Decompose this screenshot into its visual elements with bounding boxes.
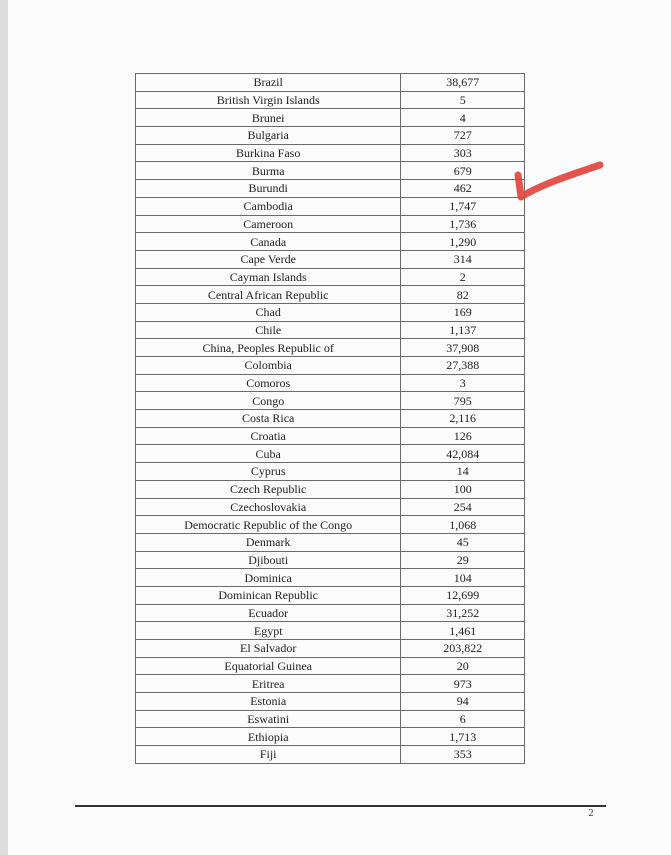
country-cell: Eritrea: [136, 675, 401, 693]
country-cell: Canada: [136, 233, 401, 251]
red-checkmark-icon: [510, 155, 605, 210]
country-cell: Dominican Republic: [136, 586, 401, 604]
table-row: [136, 74, 525, 92]
country-cell: Cameroon: [136, 215, 401, 233]
table-row: [136, 162, 525, 180]
table-row: [136, 710, 525, 728]
table-row: [136, 693, 525, 711]
table-row: [136, 640, 525, 658]
count-cell: 795: [401, 392, 525, 410]
country-cell: Comoros: [136, 374, 401, 392]
country-cell: Democratic Republic of the Congo: [136, 516, 401, 534]
table-row: [136, 286, 525, 304]
count-cell: 20: [401, 657, 525, 675]
count-cell: 31,252: [401, 604, 525, 622]
count-cell: 314: [401, 250, 525, 268]
table-row: [136, 675, 525, 693]
table-row: [136, 233, 525, 251]
count-cell: 2: [401, 268, 525, 286]
table-row: [136, 339, 525, 357]
table-row: [136, 268, 525, 286]
country-cell: Czechoslovakia: [136, 498, 401, 516]
country-cell: Central African Republic: [136, 286, 401, 304]
table-row: [136, 463, 525, 481]
table-row: [136, 480, 525, 498]
table-row: [136, 516, 525, 534]
country-cell: Costa Rica: [136, 410, 401, 428]
count-cell: 100: [401, 480, 525, 498]
table-row: [136, 586, 525, 604]
count-cell: 1,461: [401, 622, 525, 640]
country-cell: Fiji: [136, 746, 401, 764]
country-cell: Colombia: [136, 357, 401, 375]
country-cell: Denmark: [136, 533, 401, 551]
country-cell: Ecuador: [136, 604, 401, 622]
table-row: [136, 604, 525, 622]
country-cell: China, Peoples Republic of: [136, 339, 401, 357]
count-cell: 303: [401, 144, 525, 162]
count-cell: 12,699: [401, 586, 525, 604]
table-row: [136, 215, 525, 233]
count-cell: 29: [401, 551, 525, 569]
table-row: [136, 250, 525, 268]
count-cell: 462: [401, 180, 525, 198]
country-cell: Estonia: [136, 693, 401, 711]
table-row: [136, 197, 525, 215]
count-cell: 27,388: [401, 357, 525, 375]
count-cell: 5: [401, 91, 525, 109]
country-cell: Equatorial Guinea: [136, 657, 401, 675]
table-row: [136, 303, 525, 321]
count-cell: 37,908: [401, 339, 525, 357]
table-row: [136, 144, 525, 162]
count-cell: 126: [401, 427, 525, 445]
page-edge-shadow: [0, 0, 8, 855]
country-cell: Djibouti: [136, 551, 401, 569]
count-cell: 38,677: [401, 74, 525, 92]
country-cell: Ethiopia: [136, 728, 401, 746]
country-cell: El Salvador: [136, 640, 401, 658]
table-row: [136, 321, 525, 339]
count-cell: 1,713: [401, 728, 525, 746]
country-cell: Egypt: [136, 622, 401, 640]
table-row: [136, 746, 525, 764]
country-cell: Bulgaria: [136, 127, 401, 145]
table-row: [136, 91, 525, 109]
table-row: [136, 410, 525, 428]
country-cell: Burkina Faso: [136, 144, 401, 162]
table-row: [136, 180, 525, 198]
table-row: [136, 728, 525, 746]
count-cell: 4: [401, 109, 525, 127]
table-row: [136, 427, 525, 445]
country-cell: Cyprus: [136, 463, 401, 481]
country-cell: Chad: [136, 303, 401, 321]
country-cell: Cuba: [136, 445, 401, 463]
table-row: [136, 657, 525, 675]
country-cell: Burma: [136, 162, 401, 180]
country-cell: Congo: [136, 392, 401, 410]
country-cell: Eswatini: [136, 710, 401, 728]
count-cell: 94: [401, 693, 525, 711]
table-row: [136, 392, 525, 410]
country-cell: Burundi: [136, 180, 401, 198]
country-cell: British Virgin Islands: [136, 91, 401, 109]
count-cell: 6: [401, 710, 525, 728]
table-row: [136, 445, 525, 463]
count-cell: 1,068: [401, 516, 525, 534]
table-row: [136, 498, 525, 516]
count-cell: 973: [401, 675, 525, 693]
table-row: [136, 374, 525, 392]
table-row: [136, 569, 525, 587]
count-cell: 14: [401, 463, 525, 481]
country-cell: Chile: [136, 321, 401, 339]
country-cell: Czech Republic: [136, 480, 401, 498]
count-cell: 727: [401, 127, 525, 145]
count-cell: 82: [401, 286, 525, 304]
count-cell: 1,736: [401, 215, 525, 233]
country-cell: Brunei: [136, 109, 401, 127]
table-row: [136, 357, 525, 375]
country-cell: Cape Verde: [136, 250, 401, 268]
table-row: [136, 109, 525, 127]
count-cell: 353: [401, 746, 525, 764]
footer-rule: [75, 805, 606, 807]
country-cell: Cayman Islands: [136, 268, 401, 286]
country-cell: Croatia: [136, 427, 401, 445]
count-cell: 679: [401, 162, 525, 180]
page-number: 2: [588, 808, 594, 819]
count-cell: 45: [401, 533, 525, 551]
country-cell: Dominica: [136, 569, 401, 587]
table-row: [136, 622, 525, 640]
country-count-table: [135, 73, 525, 764]
country-cell: Cambodia: [136, 197, 401, 215]
table-row: [136, 551, 525, 569]
table-row: [136, 127, 525, 145]
count-cell: 1,747: [401, 197, 525, 215]
count-cell: 104: [401, 569, 525, 587]
count-cell: 254: [401, 498, 525, 516]
count-cell: 42,084: [401, 445, 525, 463]
count-cell: 203,822: [401, 640, 525, 658]
count-cell: 3: [401, 374, 525, 392]
count-cell: 2,116: [401, 410, 525, 428]
table-row: [136, 533, 525, 551]
table-body: [136, 74, 525, 764]
country-cell: Brazil: [136, 74, 401, 92]
count-cell: 169: [401, 303, 525, 321]
count-cell: 1,137: [401, 321, 525, 339]
count-cell: 1,290: [401, 233, 525, 251]
